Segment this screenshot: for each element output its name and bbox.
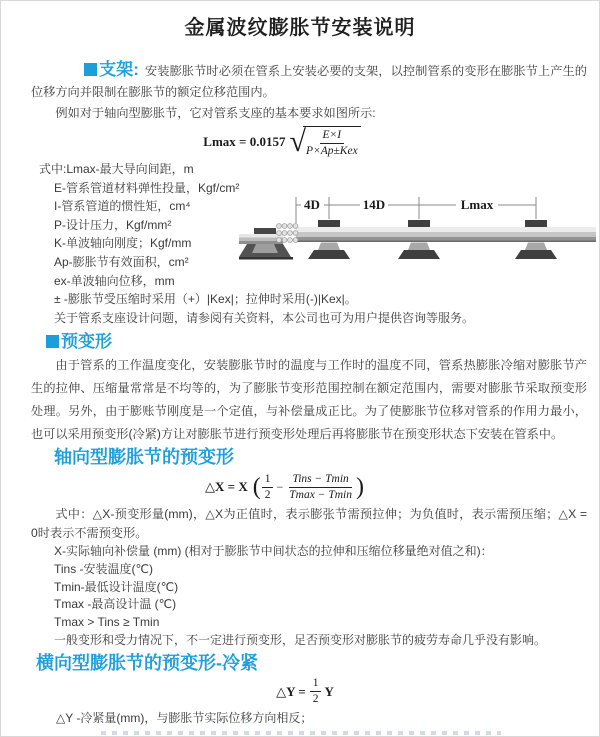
- fraction-denominator: P×Ap±Kex: [305, 144, 358, 157]
- fraction-numerator: Tins − Tmin: [289, 472, 351, 488]
- fraction-denominator: 2: [312, 693, 319, 706]
- variable-line: P-设计压力，Kgf/mm²: [54, 217, 172, 232]
- predeform-paragraph: 由于管系的工作温度变化，安装膨胀节时的温度与工作时的温度不同，管系热膨胀冷缩对膨胀节产生的拉伸、压缩量常常是不均等的，为了膨胀节变形范围控制在额定范围内，需要对膨胀节采取预变形处理。另外，由于膨账节刚度是一个定值，与补偿量成正比。为了使膨胀节位移对管系的作用力最小，也可以采用预变形(冷紧)方让对膨胀节进行预变形处理后再将膨胀节在预变形状态下安装在管系中。: [31, 358, 587, 442]
- definition-line: Tmin-最低设计温度(℃): [54, 579, 179, 594]
- formula-lhs: Lmax = 0.0157: [203, 134, 286, 149]
- minus-sign: −: [276, 479, 284, 494]
- formula-rhs: Y: [324, 683, 334, 699]
- definition-line: 一般变形和受力情况下，不一定进行预变形，足否预变形对膨胀节的疲劳寿命几乎没有影响。: [54, 632, 547, 647]
- fraction-denominator: Tmax − Tmin: [289, 488, 352, 501]
- half-fraction: [310, 676, 322, 707]
- definition-line: Tins -安装温度(℃): [54, 562, 154, 577]
- definition-line: Tmax -最高设计温 (℃): [54, 597, 177, 612]
- guide-spacing-formula: [0, 127, 581, 157]
- page-title: 金属波纹膨胀节安装说明: [184, 17, 416, 39]
- dim-label-lmax: Lmax: [460, 197, 494, 212]
- axial-predeform-formula: [0, 471, 584, 503]
- bracket-section-heading: 支架:: [99, 60, 139, 79]
- variable-definitions: [1, 160, 599, 327]
- formula-fraction: [303, 126, 361, 159]
- variable-line: K-单波轴向刚度；Kgf/mm: [54, 236, 192, 251]
- bracket-intro-text: 安装膨胀节时必须在管系上安装必要的支架，以控制管系的变形在膨胀节上产生的位移方向并限制在膨胀节的额定位移范围内。: [31, 64, 587, 99]
- lateral-predeform-formula: [6, 677, 600, 707]
- formula-lhs: △X = X: [205, 479, 248, 495]
- fraction-numerator: 1: [310, 676, 322, 692]
- variable-line: ± -膨胀节受压缩时采用（+）|Kex|；拉伸时采用(-)|Kex|。: [54, 292, 357, 307]
- bracket-example-line: 例如对于轴向型膨胀节，它对管系支座的基本要求如图所示:: [55, 106, 376, 120]
- predeform-section-heading: [46, 330, 599, 353]
- variable-line: 关于管系支座设计问题，请参阅有关资料，本公司也可为用户提供咨询等服务。: [54, 310, 475, 325]
- lateral-predeform-heading: 横向型膨胀节的预变形-冷紧: [36, 652, 258, 673]
- variable-line: E-管系管道材料弹性投量，Kgf/cm²: [54, 180, 240, 195]
- axial-definitions: [54, 543, 599, 649]
- axial-formula-explanation: 式中：△X-预变形量(mm)，△X为正值时，表示膨张节需预拉伸；为负值时，表示需预压缩；△X = 0时表示不需预变形。: [31, 507, 587, 541]
- radical-sign-icon: √: [289, 125, 306, 158]
- fraction-denominator: 2: [264, 488, 271, 501]
- lateral-note-line: △Y -冷紧量(mm)，与膨胀节实际位移方向相反；: [56, 710, 313, 725]
- variable-line: 式中:Lmax-最大导向间距，m: [39, 162, 194, 176]
- variable-line: Ap-膨胀节有效面积，cm²: [54, 254, 189, 269]
- fraction-numerator: 1: [262, 472, 274, 488]
- definition-line: Tmax > Tins ≥ Tmin: [54, 615, 160, 630]
- dim-label-14d: 14D: [362, 197, 386, 212]
- half-fraction: [262, 472, 274, 503]
- predeform-heading-label: 预变形: [61, 332, 112, 352]
- temperature-fraction: [286, 472, 355, 503]
- pipe: [296, 227, 596, 242]
- bracket-intro-paragraph: [1, 59, 599, 103]
- definition-line: X-实际轴向补偿量 (mm) (相对于膨胀节中间状态的拉伸和压缩位移量绝对值之和)：: [54, 544, 493, 559]
- pipe-support-diagram: [239, 192, 597, 284]
- axial-predeform-heading: 轴向型膨胀节的预变形: [54, 447, 234, 468]
- close-paren: ): [355, 474, 364, 501]
- section-bullet-icon: [46, 335, 59, 348]
- dim-label-4d: 4D: [304, 197, 320, 212]
- formula-lhs: △Y =: [276, 683, 306, 699]
- section-bullet-icon: [84, 63, 97, 76]
- variable-line: ex-单波轴向位移，mm: [54, 273, 175, 288]
- variable-line: I-管系管道的惯性矩，cm⁴: [54, 199, 191, 214]
- fraction-numerator: E×I: [320, 128, 345, 144]
- open-paren: (: [252, 474, 261, 501]
- bellows: [277, 224, 298, 243]
- cutoff-next-line-fragment: [101, 731, 501, 735]
